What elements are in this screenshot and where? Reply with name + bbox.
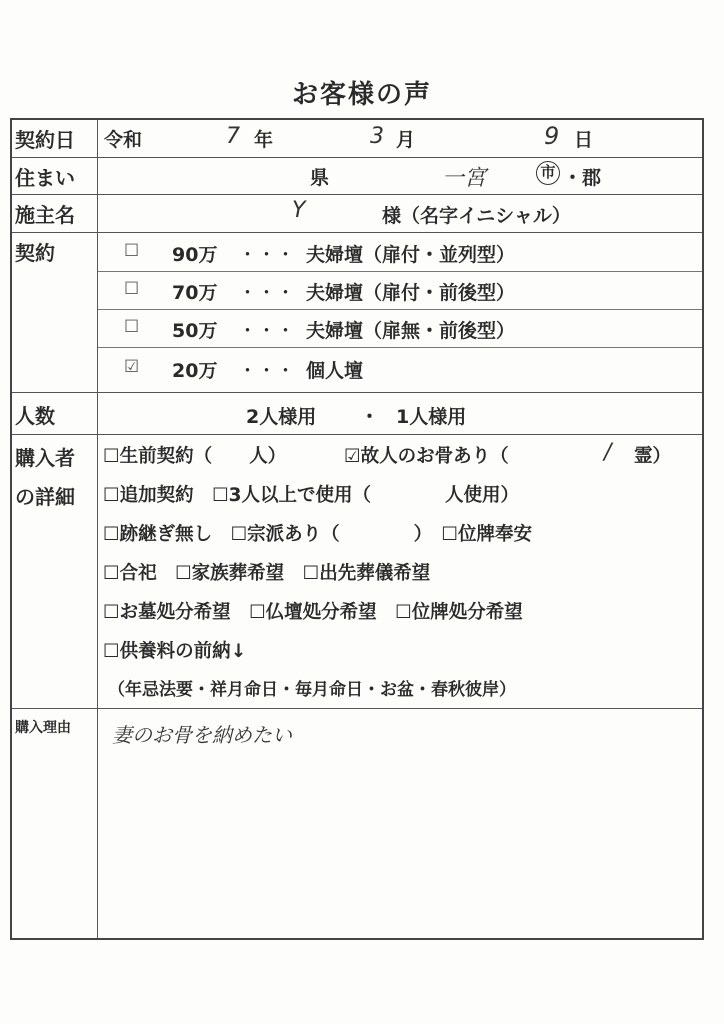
pre-contract-option[interactable]: ☐生前契約（ 人） — [103, 446, 287, 467]
option-desc: 個人壇 — [306, 360, 364, 382]
owner-field — [98, 195, 702, 232]
owner-initial: Y — [292, 198, 306, 223]
option-price: 70万 — [172, 282, 218, 304]
owner-row — [12, 195, 702, 233]
feedback-form — [10, 118, 704, 940]
city-value: 一宮 — [442, 166, 487, 191]
day-unit: 日 — [574, 129, 594, 151]
option-price: 50万 — [172, 320, 218, 342]
month-unit: 月 — [396, 129, 416, 151]
checkbox-icon[interactable]: ☐ — [124, 317, 140, 337]
people-label: 人数 — [12, 393, 98, 434]
reason-row — [12, 709, 702, 938]
details-row — [12, 435, 702, 709]
successor-sect-options[interactable]: ☐跡継ぎ無し ☐宗派あり（ ） ☐位牌奉安 — [103, 524, 533, 545]
option-dots: ・・・ — [238, 320, 296, 342]
memorial-note: （年忌法要・祥月命日・毎月命日・お盆・春秋彼岸） — [108, 680, 516, 700]
checkbox-icon[interactable]: ☐ — [124, 241, 140, 261]
address-row — [12, 158, 702, 195]
address-label: 住まい — [12, 158, 98, 194]
reason-text: 妻のお骨を納めたい — [112, 723, 292, 747]
additional-contract-options[interactable]: ☐追加契約 ☐3人以上で使用（ 人使用） — [103, 485, 520, 506]
people-row — [12, 393, 702, 435]
disposal-options[interactable]: ☐お墓処分希望 ☐仏壇処分希望 ☐位牌処分希望 — [103, 602, 523, 623]
day-value: 9 — [544, 122, 560, 150]
remains-option[interactable]: ☑故人のお骨あり（ — [344, 446, 509, 467]
option-dots: ・・・ — [238, 282, 296, 304]
checked-checkbox-icon[interactable]: ☑ — [124, 357, 140, 377]
prepay-option[interactable]: ☐供養料の前納↓ — [103, 641, 247, 662]
contract-option[interactable] — [98, 347, 702, 393]
contract-options — [98, 233, 702, 392]
contract-date-row — [12, 120, 702, 158]
details-label-line2: の詳細 — [15, 485, 75, 509]
option-desc: 夫婦壇（扉付・前後型） — [306, 282, 516, 304]
remains-count: / — [604, 440, 612, 465]
contract-date-field — [98, 120, 702, 157]
owner-label: 施主名 — [12, 195, 98, 232]
prefecture-unit: 県 — [310, 167, 330, 189]
county-unit: 郡 — [582, 167, 602, 189]
contract-option[interactable] — [98, 309, 702, 348]
burial-funeral-options[interactable]: ☐合祀 ☐家族葬希望 ☐出先葬儀希望 — [103, 563, 431, 584]
option-price: 20万 — [172, 360, 218, 382]
people-option-two[interactable]: 2人様用 — [246, 406, 317, 428]
option-desc: 夫婦壇（扉付・並列型） — [306, 244, 516, 266]
owner-suffix: 様（名字イニシャル） — [382, 205, 571, 227]
remains-unit: 霊） — [634, 446, 672, 467]
contract-option[interactable] — [98, 233, 702, 272]
details-label-line1: 購入者 — [15, 446, 75, 470]
checkbox-icon[interactable]: ☐ — [124, 279, 140, 299]
contract-date-label: 契約日 — [12, 120, 98, 157]
era-text: 令和 — [104, 129, 143, 151]
option-price: 90万 — [172, 244, 218, 266]
contract-option[interactable] — [98, 271, 702, 310]
year-value: 7 — [226, 124, 240, 149]
city-unit-circled: 市 — [536, 161, 560, 185]
reason-label: 購入理由 — [12, 709, 98, 938]
option-desc: 夫婦壇（扉無・前後型） — [306, 320, 516, 342]
option-dots: ・・・ — [238, 360, 296, 382]
page-title: お客様の声 — [291, 80, 432, 110]
option-dots: ・・・ — [238, 244, 296, 266]
contract-row — [12, 233, 702, 393]
people-field — [98, 393, 702, 434]
people-separator: ・ — [360, 406, 380, 428]
people-option-one[interactable]: 1人様用 — [396, 406, 467, 428]
year-unit: 年 — [254, 129, 274, 151]
county-separator: ・ — [563, 167, 583, 189]
address-field — [98, 158, 702, 194]
details-label — [12, 435, 98, 708]
month-value: 3 — [370, 124, 384, 149]
contract-label: 契約 — [12, 233, 98, 392]
details-field — [98, 435, 702, 708]
reason-field — [98, 709, 702, 938]
